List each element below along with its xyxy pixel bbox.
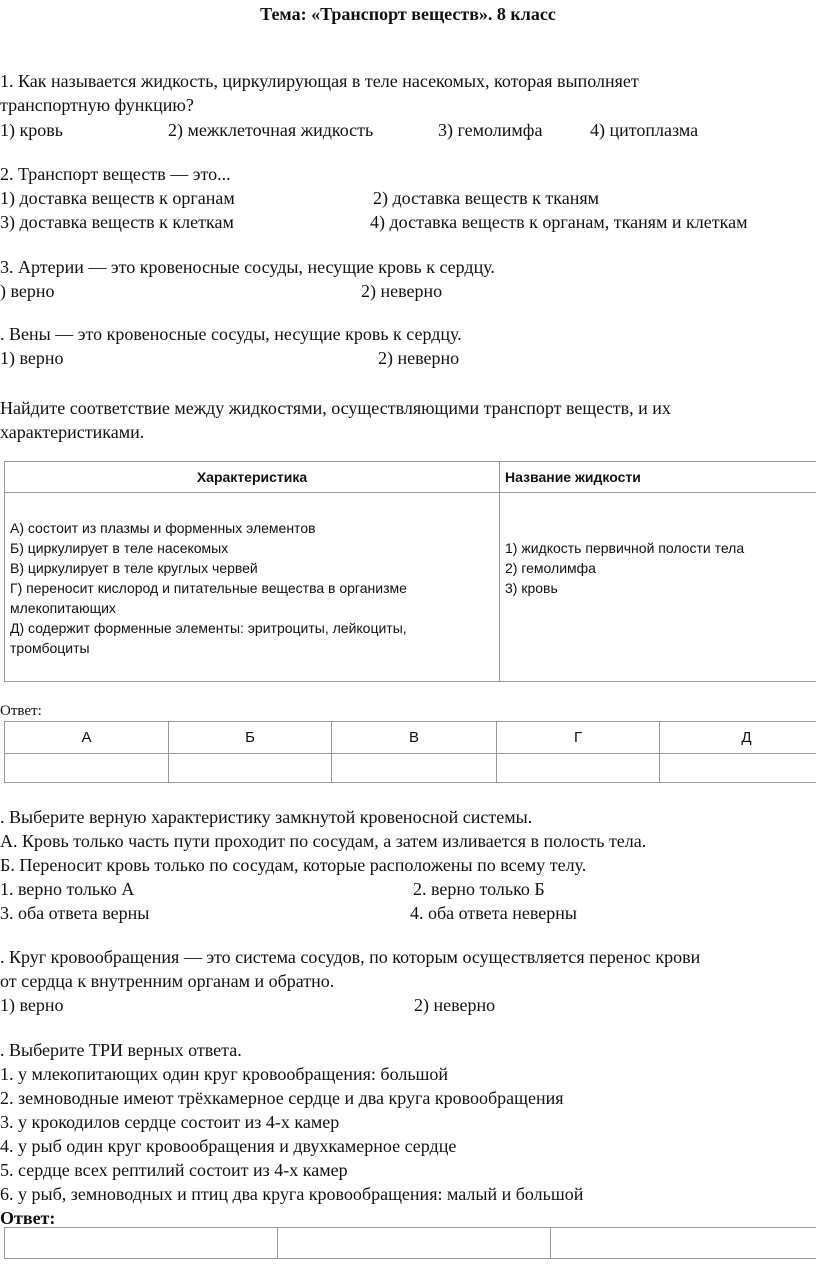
q6-option-2: 2. верно только Б [413, 879, 545, 899]
answer-cell-g[interactable] [497, 754, 660, 783]
q4-option-1: 1) верно [0, 348, 64, 368]
characteristic-d-cont: тромбоциты [10, 640, 90, 656]
q7-text-line2: от сердца к внутренним органам и обратно. [0, 971, 335, 991]
answer2-cell-1[interactable] [5, 1228, 278, 1259]
answer-header-v: В [332, 722, 497, 754]
characteristics-cell [5, 493, 500, 682]
q2-option-2: 2) доставка веществ к тканям [373, 188, 600, 208]
q3-option-1: ) верно [0, 281, 55, 301]
q6-statement-a: А. Кровь только часть пути проходит по сосудам, а затем изливается в полость тела. [0, 831, 647, 851]
answer2-cell-3[interactable] [551, 1228, 816, 1259]
q8-item-5: 5. сердце всех рептилий состоит из 4-х камер [0, 1160, 348, 1180]
q3-option-2: 2) неверно [361, 281, 443, 301]
q6-statement-b: Б. Переносит кровь только по сосудам, которые расположены по всему телу. [0, 855, 587, 875]
q1-option-1: 1) кровь [0, 120, 63, 140]
q8-item-4: 4. у рыб один круг кровообращения и двухкамерное сердце [0, 1136, 457, 1156]
q2-option-4: 4) доставка веществ к органам, тканям и клеткам [370, 212, 748, 232]
q8-item-6: 6. у рыб, земноводных и птиц два круга кровообращения: малый и большой [0, 1184, 584, 1204]
q2-option-3: 3) доставка веществ к клеткам [0, 212, 234, 232]
match-header-fluid-label: Название жидкости [505, 469, 641, 485]
q5-text-line2: характеристиками. [0, 422, 145, 442]
q1-option-2: 2) межклеточная жидкость [168, 120, 374, 140]
characteristic-g-cont: млекопитающих [10, 600, 116, 616]
q2-text: 2. Транспорт веществ — это... [0, 164, 231, 184]
fluid-1: 1) жидкость первичной полости тела [505, 540, 745, 556]
q4-option-2: 2) неверно [378, 348, 460, 368]
answer-header-a: А [5, 722, 169, 754]
characteristic-g: Г) переносит кислород и питательные вещества в организме [10, 580, 407, 596]
fluids-cell [500, 493, 816, 682]
characteristic-d: Д) содержит форменные элементы: эритроциты, лейкоциты, [10, 620, 407, 636]
q4-text: . Вены — это кровеносные сосуды, несущие кровь к сердцу. [0, 324, 462, 344]
match-header-fluid [500, 462, 816, 493]
characteristics-list [10, 518, 407, 658]
answer-table-2 [4, 1227, 816, 1259]
q7-option-2: 2) неверно [414, 995, 496, 1015]
q8-item-1: 1. у млекопитающих один круг кровообращения: большой [0, 1064, 449, 1084]
answer-table-1 [4, 721, 816, 783]
q5-text-line1: Найдите соответствие между жидкостями, осуществляющими транспорт веществ, и их [0, 398, 671, 418]
characteristic-a: А) состоит из плазмы и форменных элементов [10, 520, 316, 536]
fluid-2: 2) гемолимфа [505, 560, 596, 576]
q7-text-line1: . Круг кровообращения — это система сосудов, по которым осуществляется перенос крови [0, 947, 701, 967]
fluid-3: 3) кровь [505, 580, 558, 596]
answer-header-d: Д [660, 722, 816, 754]
characteristic-b: Б) циркулирует в теле насекомых [10, 540, 229, 556]
answer-label-2: Ответ: [0, 1208, 56, 1228]
q8-item-2: 2. земноводные имеют трёхкамерное сердце и два круга кровообращения [0, 1088, 564, 1108]
q7-option-1: 1) верно [0, 995, 64, 1015]
q3-text: 3. Артерии — это кровеносные сосуды, несущие кровь к сердцу. [0, 257, 495, 277]
q6-option-3: 3. оба ответа верны [0, 903, 150, 923]
answer-cell-v[interactable] [332, 754, 497, 783]
q2-option-1: 1) доставка веществ к органам [0, 188, 235, 208]
answer-header-b: Б [169, 722, 332, 754]
fluids-list [505, 538, 744, 598]
q1-option-4: 4) цитоплазма [590, 120, 699, 140]
q1-text-line1: 1. Как называется жидкость, циркулирующая в теле насекомых, которая выполняет [0, 71, 639, 91]
characteristic-v: В) циркулирует в теле круглых червей [10, 560, 258, 576]
q1-option-3: 3) гемолимфа [438, 120, 543, 140]
q6-option-1: 1. верно только А [0, 879, 135, 899]
answer-header-g: Г [497, 722, 660, 754]
matching-table [4, 461, 816, 682]
q8-item-3: 3. у крокодилов сердце состоит из 4-х камер [0, 1112, 340, 1132]
match-header-characteristic-label: Характеристика [196, 469, 308, 485]
answer-cell-a[interactable] [5, 754, 169, 783]
match-header-characteristic [5, 462, 500, 493]
answer-label-1: Ответ: [0, 703, 42, 719]
q6-option-4: 4. оба ответа неверны [410, 903, 577, 923]
q6-text: . Выберите верную характеристику замкнутой кровеносной системы. [0, 807, 533, 827]
q1-text-line2: транспортную функцию? [0, 95, 194, 115]
q8-text: . Выберите ТРИ верных ответа. [0, 1040, 242, 1060]
answer-cell-d[interactable] [660, 754, 816, 783]
answer-cell-b[interactable] [169, 754, 332, 783]
answer2-cell-2[interactable] [278, 1228, 551, 1259]
page-title: Тема: «Транспорт веществ». 8 класс [260, 4, 556, 24]
